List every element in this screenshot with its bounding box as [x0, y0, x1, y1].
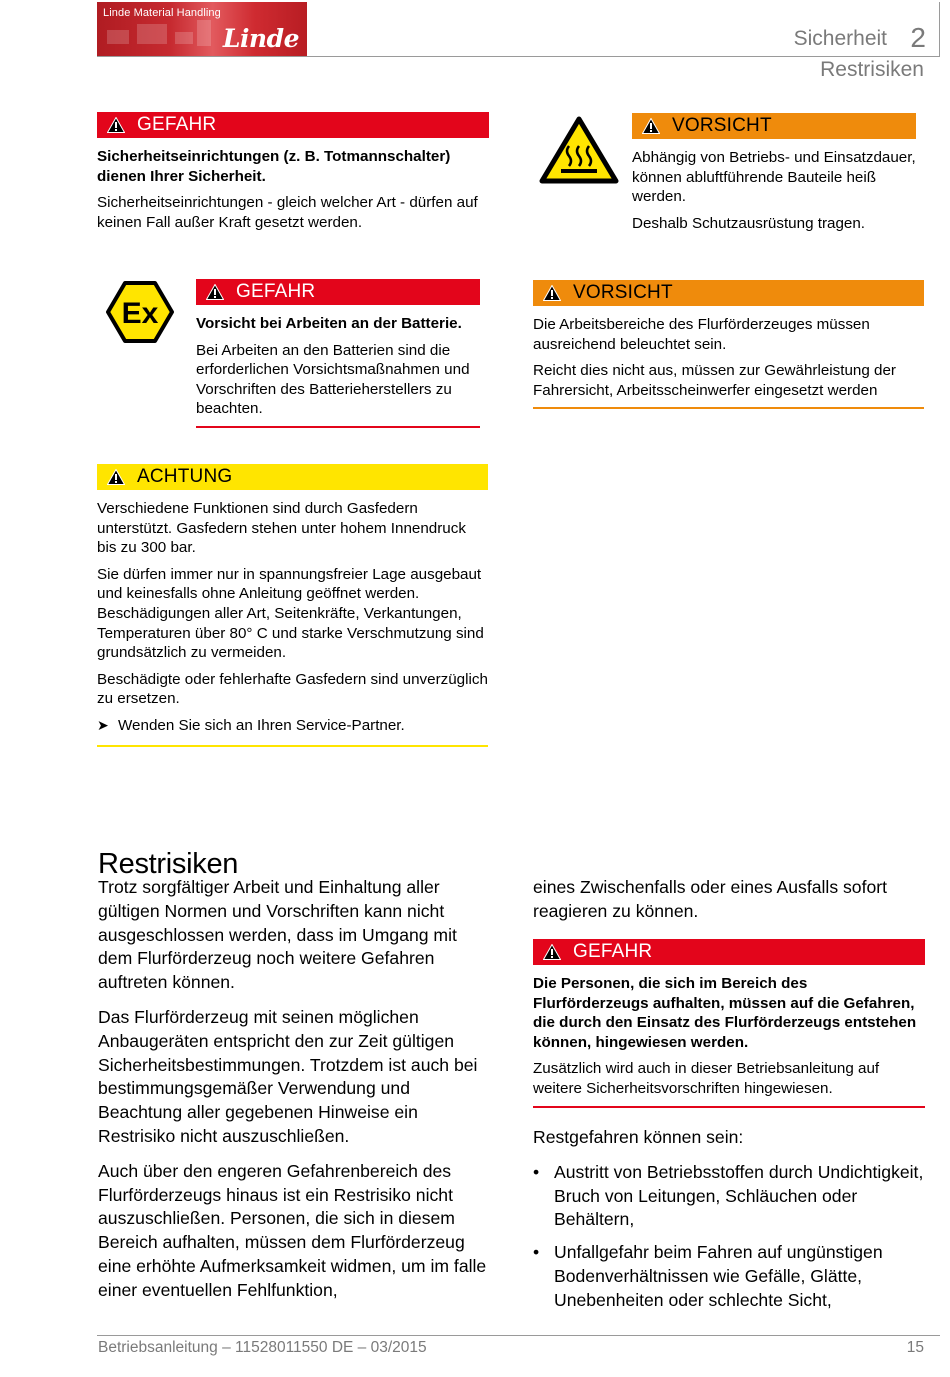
warning-text: Deshalb Schutzausrüstung tragen.: [632, 214, 866, 232]
warning-headline: Vorsicht bei Arbeiten an der Batterie.: [196, 315, 462, 332]
svg-text:Ex: Ex: [121, 297, 159, 330]
warning-bottom-rule: [533, 1106, 925, 1108]
warning-label: GEFAHR: [236, 281, 316, 302]
paragraph: Trotz sorgfältiger Arbeit und Einhaltung aller gültigen Normen und Vorschriften kann nicht ausgeschlossen werden, dass im Umgang mit dem Flurförderzeug noch weitere Gefahren auftreten können.: [98, 877, 457, 993]
section-heading: Restrisiken: [98, 848, 239, 881]
linde-logo: [97, 2, 307, 57]
chapter-title: Sicherheit: [793, 27, 887, 50]
chapter-number: 2: [910, 22, 926, 53]
warning-label: GEFAHR: [137, 114, 217, 135]
brand-wordmark: Linde: [222, 24, 299, 53]
action-step-text: Wenden Sie sich an Ihren Service-Partner.: [118, 716, 405, 734]
warning-triangle-icon: [543, 944, 561, 960]
hot-surface-warning-icon: [539, 116, 619, 184]
list-intro: Restgefahren können sein:: [533, 1127, 744, 1147]
list-item: • Unfallgefahr beim Fahren auf ungünstigen Bodenverhältnissen wie Gefälle, Glätte, Unebenheiten oder schlechte Sicht,: [533, 1241, 928, 1312]
arrow-right-icon: ➤: [97, 716, 109, 733]
warning-headline: Sicherheitseinrichtungen (z. B. Totmannschalter) dienen Ihrer Sicherheit.: [97, 148, 451, 185]
warning-triangle-icon: [107, 469, 125, 485]
warning-text: Die Arbeitsbereiche des Flurförderzeuges müssen ausreichend beleuchtet sein.: [533, 316, 870, 353]
list-item: • Austritt von Betriebsstoffen durch Undichtigkeit, Bruch von Leitungen, Schläuchen oder Behältern,: [533, 1161, 928, 1232]
company-name: Linde Material Handling: [103, 7, 221, 19]
warning-text: Abhängig von Betriebs- und Einsatzdauer, können abluftführende Bauteile heiß werden.: [632, 149, 916, 206]
warning-achtung-gas-springs: [97, 464, 488, 747]
warning-gefahr-safety-devices: [97, 112, 489, 239]
warning-label: ACHTUNG: [137, 466, 233, 487]
header-rule: [97, 56, 940, 57]
warning-bar: [632, 113, 916, 139]
header-rule-vertical: [939, 2, 940, 56]
warning-label: VORSICHT: [672, 115, 772, 136]
warning-triangle-icon: [642, 118, 660, 134]
warning-gefahr-battery: [196, 279, 480, 428]
warning-triangle-icon: [206, 284, 224, 300]
warning-text: Sie dürfen immer nur in spannungsfreier Lage ausgebaut und keinesfalls ohne Anleitung geöffnet werden. Beschädigungen aller Art, Seitenkräfte, Verkantungen, Temperaturen über 80° C und starke Verschmutzung sind grundsätzlich zu vermeiden.: [97, 565, 484, 662]
warning-text: Beschädigte oder fehlerhafte Gasfedern sind unverzüglich zu ersetzen.: [97, 670, 488, 708]
bullet-list: [533, 1161, 928, 1313]
page-number: 15: [906, 1339, 924, 1356]
warning-triangle-icon: [107, 117, 125, 133]
explosion-protection-ex-icon: [105, 280, 175, 344]
warning-vorsicht-lighting: [533, 280, 924, 409]
warning-triangle-icon: [543, 285, 561, 301]
left-column: [98, 876, 493, 1314]
paragraph: Auch über den engeren Gefahrenbereich des Flurförderzeugs hinaus ist ein Restrisiko nicht auszuschließen. Personen, die sich in diesem Bereich aufhalten, müssen dem Flurförderzeug eine erhöhte Aufmerksamkeit widmen, um im falle einer eventuellen Fehlfunktion,: [98, 1160, 487, 1300]
warning-bottom-rule: [97, 745, 488, 747]
warning-label: VORSICHT: [573, 282, 673, 303]
warning-text: Reicht dies nicht aus, müssen zur Gewährleistung der Fahrersicht, Arbeitsscheinwerfer eingesetzt werden: [533, 362, 896, 399]
footer-document-id: Betriebsanleitung – 11528011550 DE – 03/2015: [98, 1339, 427, 1356]
warning-text: Sicherheitseinrichtungen - gleich welcher Art - dürfen auf keinen Fall außer Kraft gesetzt werden.: [97, 194, 478, 231]
footer-rule: [97, 1335, 940, 1336]
warning-bar: [196, 279, 480, 305]
section-title: Restrisiken: [820, 58, 924, 81]
warning-text: Verschiedene Funktionen sind durch Gasfedern unterstützt. Gasfedern stehen unter hohem Innendruck bis zu 300 bar.: [97, 500, 466, 557]
warning-vorsicht-hot-parts: [632, 113, 916, 240]
warning-bar: [97, 112, 489, 138]
warning-text: Zusätzlich wird auch in dieser Betriebsanleitung auf weitere Sicherheitsvorschriften hingewiesen.: [533, 1060, 880, 1097]
right-column: [533, 876, 928, 935]
residual-hazards-list: [533, 1126, 928, 1322]
warning-headline: Die Personen, die sich im Bereich des Flurförderzeugs aufhalten, müssen auf die Gefahren, die durch den Einsatz des Flurförderzeugs entstehen können, hingewiesen werden.: [533, 975, 917, 1051]
warning-bar: [533, 280, 924, 306]
warning-text: Bei Arbeiten an den Batterien sind die erforderlichen Vorsichtsmaßnahmen und Vorschriften des Batterieherstellers zu beachten.: [196, 341, 470, 418]
warning-gefahr-persons: [533, 939, 925, 1108]
warning-label: GEFAHR: [573, 941, 653, 962]
warning-bar: [97, 464, 488, 490]
paragraph: eines Zwischenfalls oder eines Ausfalls sofort reagieren zu können.: [533, 877, 888, 921]
warning-bar: [533, 939, 925, 965]
warning-bottom-rule: [533, 407, 924, 409]
paragraph: Das Flurförderzeug mit seinen möglichen Anbaugeräten entspricht den zur Zeit gültigen Sicherheitsbestimmungen. Trotzdem ist auch bei bestimmungsgemäßer Verwendung und Beachtung aller gegebenen Hinweise ein Restrisiko nicht auszuschließen.: [98, 1006, 478, 1146]
warning-bottom-rule: [196, 426, 480, 428]
action-step: [97, 716, 488, 736]
